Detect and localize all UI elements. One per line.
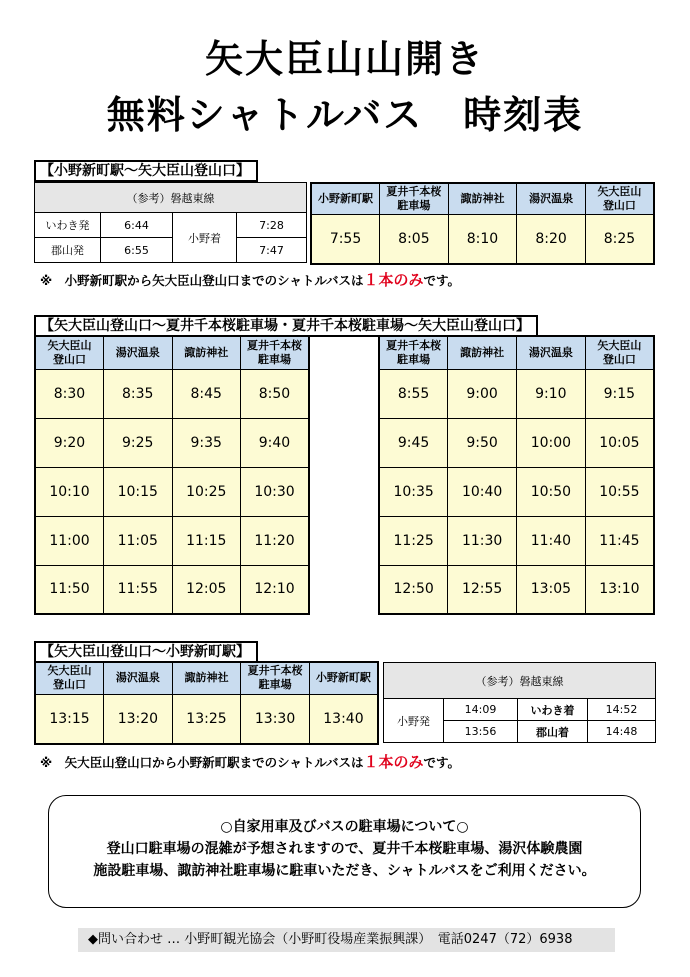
time-cell: 9:45 [379, 418, 448, 467]
time-cell: 10:30 [241, 467, 310, 516]
time-cell: 10:10 [35, 467, 104, 516]
time-cell: 9:20 [35, 418, 104, 467]
time-cell: 13:30 [241, 694, 310, 744]
stop-header: 諏訪神社 [172, 662, 241, 694]
stop-header: 矢大臣山 登山口 [585, 183, 654, 214]
parking-text-line: 登山口駐車場の混雑が予想されますので、夏井千本桜駐車場、湯沢体験農園 [106, 841, 583, 857]
time-cell: 8:10 [448, 214, 517, 264]
ref-arr: 14:52 [588, 699, 656, 721]
contact-info: ◆問い合わせ … 小野町観光協会（小野町役場産業振興課） 電話0247（72）6938 [78, 928, 615, 952]
time-cell: 12:05 [172, 565, 241, 614]
time-cell: 8:20 [517, 214, 586, 264]
time-cell: 10:40 [448, 467, 517, 516]
parking-text-line: 施設駐車場、諏訪神社駐車場に駐車いただき、シャトルバスをご利用ください。 [93, 863, 596, 879]
time-cell: 13:20 [104, 694, 173, 744]
ref-arr: 7:28 [237, 213, 307, 238]
section2-left-table [34, 335, 310, 615]
section3-note: ※ 矢大臣山登山口から小野新町駅までのシャトルバスは１本のみです。 [40, 753, 461, 771]
time-cell: 12:55 [448, 565, 517, 614]
ref-dep: 14:09 [444, 699, 518, 721]
time-cell: 8:45 [172, 369, 241, 418]
parking-info-box [48, 795, 641, 908]
stop-header: 湯沢温泉 [104, 662, 173, 694]
time-cell: 11:30 [448, 516, 517, 565]
section2-right-table [378, 335, 655, 615]
time-cell: 11:25 [379, 516, 448, 565]
time-cell: 13:25 [172, 694, 241, 744]
time-cell: 8:05 [380, 214, 449, 264]
time-cell: 9:10 [517, 369, 586, 418]
time-cell: 7:55 [311, 214, 380, 264]
time-cell: 13:40 [309, 694, 378, 744]
time-cell: 10:15 [104, 467, 173, 516]
ref-arr: 14:48 [588, 721, 656, 743]
time-cell: 11:55 [104, 565, 173, 614]
stop-header: 湯沢温泉 [517, 336, 586, 369]
ref-dep: 6:44 [101, 213, 173, 238]
ref-from: 小野発 [384, 699, 444, 743]
stop-header: 諏訪神社 [172, 336, 241, 369]
time-cell: 13:05 [517, 565, 586, 614]
stop-header: 湯沢温泉 [104, 336, 173, 369]
ref-arrive-label: 小野着 [173, 213, 237, 263]
time-cell: 8:55 [379, 369, 448, 418]
time-cell: 9:25 [104, 418, 173, 467]
section1-reference-table [34, 182, 307, 263]
time-cell: 8:50 [241, 369, 310, 418]
time-cell: 10:00 [517, 418, 586, 467]
time-cell: 10:35 [379, 467, 448, 516]
time-cell: 12:10 [241, 565, 310, 614]
time-cell: 13:10 [585, 565, 654, 614]
stop-header: 諏訪神社 [448, 183, 517, 214]
section3-reference-table [383, 662, 656, 743]
stop-header: 夏井千本桜 駐車場 [380, 183, 449, 214]
stop-header: 小野新町駅 [309, 662, 378, 694]
ref-from: いわき発 [35, 213, 101, 238]
section2-heading: 【矢大臣山登山口～夏井千本桜駐車場・夏井千本桜駐車場～矢大臣山登山口】 [34, 315, 538, 337]
stop-header: 小野新町駅 [311, 183, 380, 214]
stop-header: 矢大臣山 登山口 [35, 662, 104, 694]
ref-dep: 6:55 [101, 238, 173, 263]
time-cell: 11:00 [35, 516, 104, 565]
time-cell: 10:05 [585, 418, 654, 467]
section1-heading: 【小野新町駅～矢大臣山登山口】 [34, 160, 258, 182]
stop-header: 湯沢温泉 [517, 183, 586, 214]
time-cell: 9:40 [241, 418, 310, 467]
ref-arr: 7:47 [237, 238, 307, 263]
ref-dest: 郡山着 [518, 721, 588, 743]
stop-header: 矢大臣山 登山口 [35, 336, 104, 369]
stop-header: 夏井千本桜 駐車場 [241, 336, 310, 369]
section1-note: ※ 小野新町駅から矢大臣山登山口までのシャトルバスは１本のみです。 [40, 271, 461, 289]
ref-header: （参考）磐越東線 [384, 663, 656, 699]
ref-from: 郡山発 [35, 238, 101, 263]
ref-dest: いわき着 [518, 699, 588, 721]
section3-bus-table [34, 661, 379, 745]
page-title-line1: 矢大臣山山開き [204, 37, 485, 81]
time-cell: 8:35 [104, 369, 173, 418]
time-cell: 11:50 [35, 565, 104, 614]
time-cell: 10:50 [517, 467, 586, 516]
time-cell: 11:40 [517, 516, 586, 565]
time-cell: 9:35 [172, 418, 241, 467]
time-cell: 11:05 [104, 516, 173, 565]
stop-header: 夏井千本桜 駐車場 [241, 662, 310, 694]
time-cell: 12:50 [379, 565, 448, 614]
section1-bus-table [310, 182, 655, 265]
time-cell: 10:25 [172, 467, 241, 516]
stop-header: 諏訪神社 [448, 336, 517, 369]
time-cell: 9:00 [448, 369, 517, 418]
time-cell: 9:50 [448, 418, 517, 467]
ref-dep: 13:56 [444, 721, 518, 743]
time-cell: 8:25 [585, 214, 654, 264]
time-cell: 11:15 [172, 516, 241, 565]
time-cell: 9:15 [585, 369, 654, 418]
time-cell: 11:45 [585, 516, 654, 565]
parking-title: ○自家用車及びバスの駐車場について○ [220, 819, 469, 835]
stop-header: 夏井千本桜 駐車場 [379, 336, 448, 369]
time-cell: 10:55 [585, 467, 654, 516]
time-cell: 13:15 [35, 694, 104, 744]
time-cell: 11:20 [241, 516, 310, 565]
time-cell: 8:30 [35, 369, 104, 418]
stop-header: 矢大臣山 登山口 [585, 336, 654, 369]
page-title-line2: 無料シャトルバス 時刻表 [106, 93, 584, 137]
section3-heading: 【矢大臣山登山口～小野新町駅】 [34, 641, 258, 663]
ref-header: （参考）磐越東線 [35, 183, 307, 213]
